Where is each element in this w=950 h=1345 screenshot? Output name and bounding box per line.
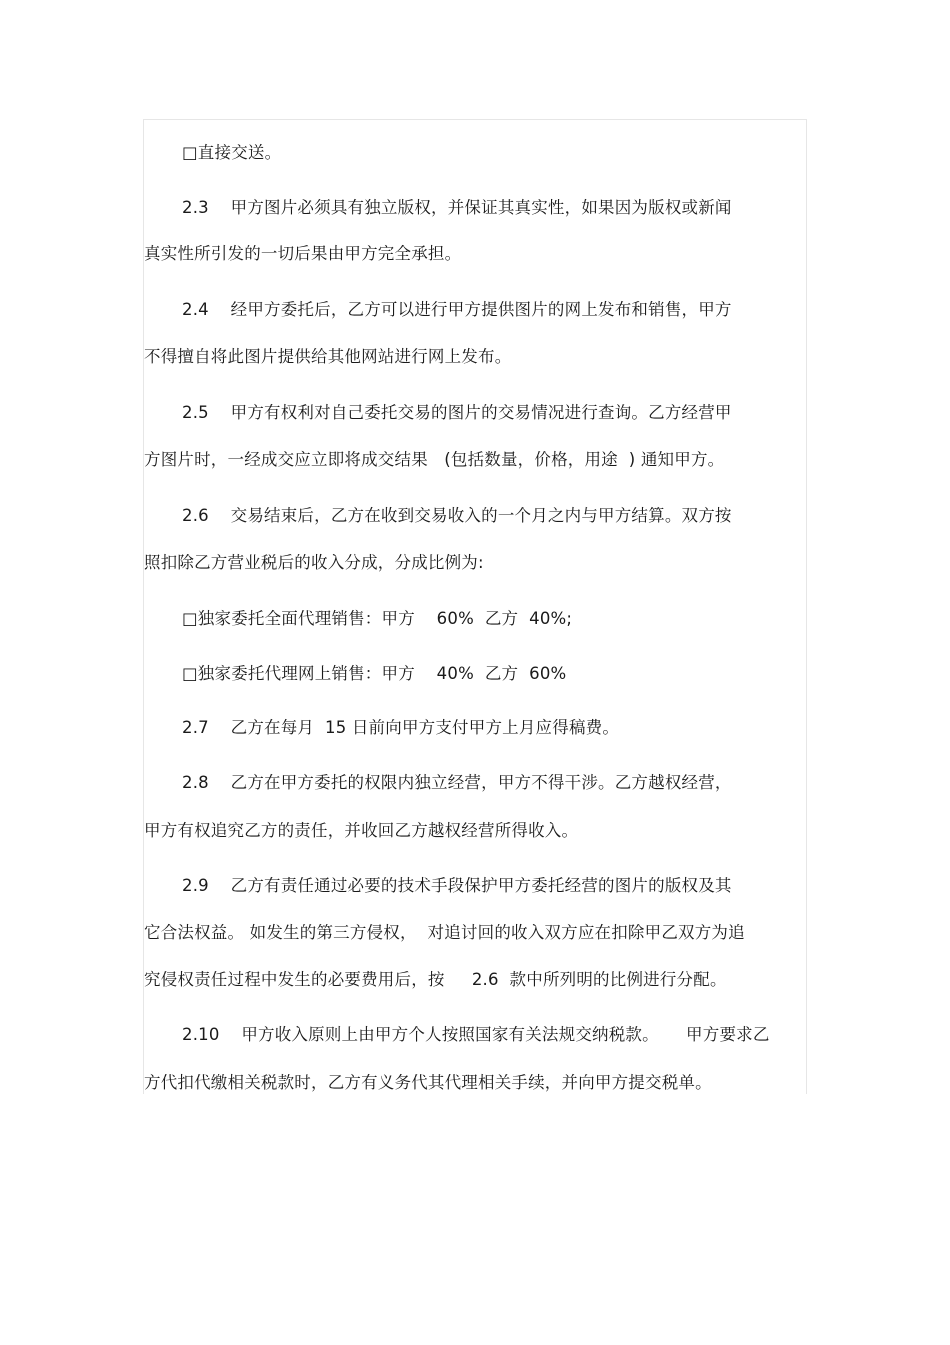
clause-line-4: 不得擅自将此图片提供给其他网站进行网上发布。 — [144, 347, 512, 366]
clause-line-8: 照扣除乙方营业税后的收入分成，分成比例为: — [144, 553, 484, 572]
clause-line-0: □直接交送。 — [182, 143, 282, 162]
clause-line-3: 2.4 经甲方委托后，乙方可以进行甲方提供图片的网上发布和销售，甲方 — [182, 300, 732, 319]
page-frame — [143, 119, 807, 1094]
clause-line-2: 真实性所引发的一切后果由甲方完全承担。 — [144, 244, 462, 263]
clause-line-12: 2.8 乙方在甲方委托的权限内独立经营，甲方不得干涉。乙方越权经营， — [182, 773, 732, 792]
clause-line-16: 究侵权责任过程中发生的必要费用后，按 2.6 款中所列明的比例进行分配。 — [144, 970, 727, 989]
clause-line-17: 2.10 甲方收入原则上由甲方个人按照国家有关法规交纳税款。 甲方要求乙 — [182, 1025, 770, 1044]
clause-line-11: 2.7 乙方在每月 15 日前向甲方支付甲方上月应得稿费。 — [182, 718, 620, 737]
checkbox-option-line-10: □独家委托代理网上销售：甲方 40% 乙方 60% — [182, 664, 567, 683]
clause-line-13: 甲方有权追究乙方的责任，并收回乙方越权经营所得收入。 — [144, 821, 579, 840]
checkbox-option-line-9: □独家委托全面代理销售：甲方 60% 乙方 40%; — [182, 609, 573, 628]
clause-line-6: 方图片时，一经成交应立即将成交结果 (包括数量，价格，用途 ) 通知甲方。 — [144, 450, 725, 469]
clause-line-7: 2.6 交易结束后，乙方在收到交易收入的一个月之内与甲方结算。双方按 — [182, 506, 732, 525]
clause-line-15: 它合法权益。 如发生的第三方侵权， 对追讨回的收入双方应在扣除甲乙双方为追 — [144, 923, 745, 942]
clause-line-1: 2.3 甲方图片必须具有独立版权，并保证其真实性，如果因为版权或新闻 — [182, 198, 732, 217]
clause-line-18: 方代扣代缴相关税款时，乙方有义务代其代理相关手续，并向甲方提交税单。 — [144, 1073, 712, 1092]
clause-line-14: 2.9 乙方有责任通过必要的技术手段保护甲方委托经营的图片的版权及其 — [182, 876, 732, 895]
clause-line-5: 2.5 甲方有权利对自己委托交易的图片的交易情况进行查询。乙方经营甲 — [182, 403, 732, 422]
